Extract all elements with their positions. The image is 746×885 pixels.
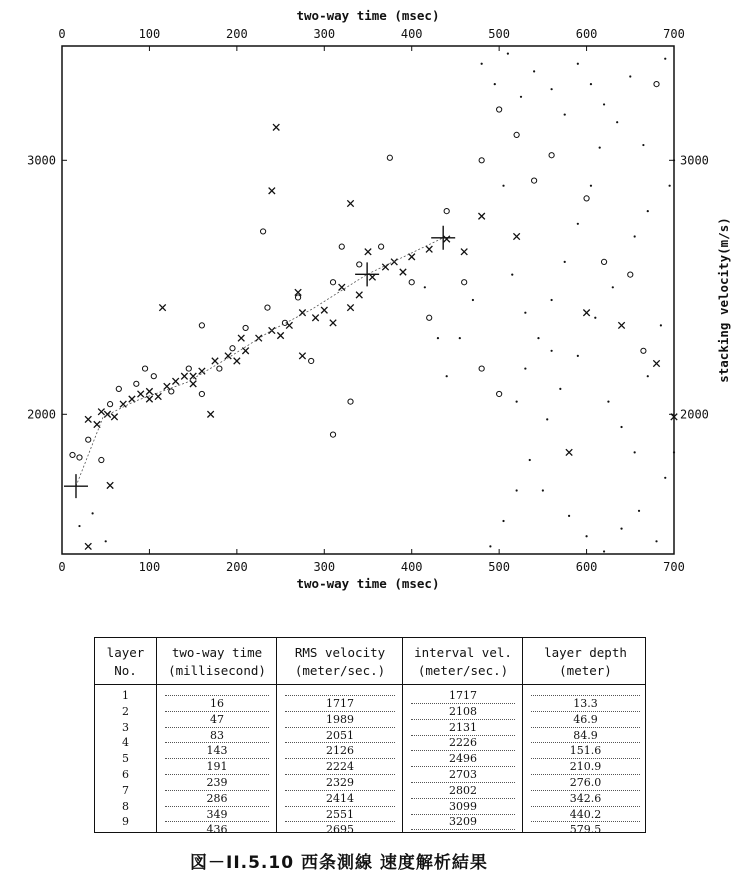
data-point-dot — [489, 545, 491, 547]
layer-pick-cross — [431, 226, 455, 250]
data-point-dot — [524, 312, 526, 314]
x-tick-label-bottom: 700 — [663, 560, 685, 574]
data-point-dot — [533, 70, 535, 72]
data-point-circle — [357, 262, 362, 267]
col-layer-no — [95, 638, 156, 832]
data-point-circle — [199, 391, 204, 396]
data-point-x — [400, 269, 406, 275]
data-point-x — [443, 236, 449, 242]
y-tick-label-right: 3000 — [680, 153, 709, 168]
data-point-x — [339, 284, 345, 290]
x-tick-label-top: 300 — [313, 27, 336, 41]
interval-vel-cell: 2703 — [449, 768, 477, 781]
data-point-dot — [634, 235, 636, 237]
layer-no-cell: 1 — [122, 689, 129, 702]
data-point-dot — [542, 489, 544, 491]
axis-ticks — [27, 27, 709, 574]
data-point-dot — [459, 337, 461, 339]
dotted-row-rule — [285, 790, 395, 791]
data-point-circle — [230, 346, 235, 351]
data-marks — [70, 53, 677, 553]
data-point-dot — [520, 96, 522, 98]
layer-no-cell: 2 — [122, 704, 129, 718]
data-point-dot — [607, 401, 609, 403]
data-point-dot — [551, 299, 553, 301]
data-point-circle — [186, 366, 191, 371]
data-point-circle — [479, 158, 484, 163]
data-point-x — [365, 249, 371, 255]
data-point-dot — [105, 540, 107, 542]
dotted-row-rule — [285, 821, 395, 822]
data-point-x — [583, 310, 589, 316]
x-tick-label-top: 100 — [138, 27, 161, 41]
x-tick-label-top: 600 — [575, 27, 598, 41]
dotted-row-rule — [531, 790, 640, 791]
data-point-circle — [387, 155, 392, 160]
data-point-dot — [502, 185, 504, 187]
layer-no-cell: 9 — [122, 815, 129, 829]
data-point-dot — [612, 286, 614, 288]
dotted-row-rule — [285, 774, 395, 775]
dotted-row-rule — [165, 774, 269, 775]
data-point-dot — [546, 418, 548, 420]
data-point-x — [299, 353, 305, 359]
dotted-row-rule — [531, 742, 640, 743]
data-point-x — [356, 292, 362, 298]
data-point-circle — [379, 244, 384, 249]
data-point-x — [653, 360, 659, 366]
data-point-dot — [511, 274, 513, 276]
x-tick-label-bottom: 100 — [138, 560, 161, 574]
data-point-dot — [629, 75, 631, 77]
data-point-x — [242, 348, 248, 354]
x-tick-label-bottom: 600 — [575, 560, 598, 574]
data-point-x — [426, 246, 432, 252]
y-tick-label-left: 2000 — [27, 407, 56, 422]
layer-depth-cell: 46.9 — [573, 712, 598, 726]
interval-vel-cell: 3099 — [449, 799, 477, 813]
hdr-time-2: (millisecond) — [168, 663, 266, 678]
rms-velocity-cell: 2051 — [326, 728, 354, 742]
hdr-layer-2: No. — [114, 663, 137, 678]
data-point-x — [111, 414, 117, 420]
data-point-x — [94, 421, 100, 427]
data-point-dot — [616, 121, 618, 123]
col-interval-vel — [402, 638, 523, 832]
two-way-time-cell: 47 — [210, 712, 224, 726]
figure-caption: 図－II.5.10 西条測線 速度解析結果 — [190, 853, 488, 873]
data-point-circle — [479, 366, 484, 371]
data-point-circle — [497, 107, 502, 112]
data-point-dot — [502, 520, 504, 522]
dotted-row-rule — [531, 774, 640, 775]
data-point-x — [273, 124, 279, 130]
data-point-circle — [339, 244, 344, 249]
data-point-dot — [516, 489, 518, 491]
data-point-dot — [577, 63, 579, 65]
data-point-circle — [295, 295, 300, 300]
data-point-circle — [116, 386, 121, 391]
data-point-circle — [409, 280, 414, 285]
data-point-x — [618, 322, 624, 328]
data-point-x — [391, 259, 397, 265]
data-point-circle — [330, 432, 335, 437]
layer-no-cell: 3 — [122, 720, 129, 734]
data-point-x — [137, 391, 143, 397]
dotted-row-rule — [285, 758, 395, 759]
layer-pick-cross — [355, 262, 379, 286]
x-axis-title-top: two-way time (msec) — [296, 8, 440, 23]
data-point-dot — [634, 451, 636, 453]
data-point-circle — [77, 455, 82, 460]
data-point-dot — [92, 512, 94, 514]
dotted-row-rule — [531, 821, 640, 822]
data-point-dot — [424, 286, 426, 288]
dotted-row-rule — [285, 695, 395, 696]
data-point-x — [269, 188, 275, 194]
hdr-depth-2: (meter) — [559, 663, 612, 678]
data-point-circle — [601, 259, 606, 264]
data-point-x — [199, 368, 205, 374]
data-point-x — [146, 388, 152, 394]
data-point-dot — [620, 426, 622, 428]
data-point-x — [234, 358, 240, 364]
x-tick-label-top: 700 — [663, 27, 685, 41]
data-point-circle — [70, 452, 75, 457]
data-point-circle — [169, 389, 174, 394]
data-point-dot — [603, 103, 605, 105]
data-point-dot — [660, 324, 662, 326]
dotted-row-rule — [165, 727, 269, 728]
dotted-row-rule — [531, 806, 640, 807]
layer-no-cell: 7 — [122, 783, 129, 797]
data-point-circle — [584, 196, 589, 201]
data-point-dot — [577, 223, 579, 225]
layer-no-cell: 5 — [122, 752, 129, 766]
x-tick-label-bottom: 0 — [58, 560, 66, 574]
data-point-circle — [628, 272, 633, 277]
data-point-dot — [585, 535, 587, 537]
layer-table — [94, 637, 646, 837]
layer-depth-cell: 13.3 — [573, 697, 598, 710]
rms-velocity-cell: 1989 — [326, 712, 354, 726]
data-point-x — [164, 383, 170, 389]
data-point-x — [207, 411, 213, 417]
two-way-time-cell: 239 — [206, 776, 228, 789]
data-point-circle — [549, 153, 554, 158]
data-point-dot — [472, 299, 474, 301]
dotted-row-rule — [531, 727, 640, 728]
hdr-int-1: interval vel. — [414, 645, 512, 660]
two-way-time-cell: 191 — [206, 760, 228, 774]
x-tick-label-bottom: 300 — [313, 560, 336, 574]
data-point-circle — [462, 280, 467, 285]
data-point-x — [461, 249, 467, 255]
data-point-x — [85, 416, 91, 422]
interval-vel-cell: 2802 — [449, 783, 477, 797]
hdr-rms-1: RMS velocity — [294, 645, 386, 660]
data-point-circle — [641, 348, 646, 353]
data-point-x — [146, 396, 152, 402]
data-point-dot — [620, 528, 622, 530]
x-tick-label-bottom: 500 — [488, 560, 510, 574]
data-point-x — [321, 307, 327, 313]
data-point-dot — [655, 540, 657, 542]
data-point-dot — [559, 388, 561, 390]
data-point-circle — [444, 209, 449, 214]
data-point-dot — [664, 58, 666, 60]
data-point-dot — [446, 375, 448, 377]
x-tick-label-bottom: 200 — [226, 560, 248, 574]
layer-depth-cell: 151.6 — [569, 744, 602, 758]
layer-no-cell: 8 — [122, 799, 129, 813]
dotted-row-rule — [411, 829, 515, 830]
data-point-dot — [516, 401, 518, 403]
layer-depth-cell: 84.9 — [573, 728, 598, 742]
data-point-dot — [642, 144, 644, 146]
rms-velocity-cell: 2414 — [326, 791, 354, 805]
layer-pick-cross — [64, 474, 88, 498]
data-point-x — [409, 254, 415, 260]
layer-depth-cell: 440.2 — [569, 807, 602, 821]
interval-vel-cell: 2496 — [449, 752, 477, 766]
y-axis-title: stacking velocity(m/s) — [716, 217, 731, 383]
data-point-dot — [551, 88, 553, 90]
layer-no-cell: 4 — [122, 736, 129, 750]
data-point-dot — [481, 63, 483, 65]
y-tick-label-right: 2000 — [680, 407, 709, 422]
interval-vel-cell: 2226 — [449, 736, 477, 750]
data-point-x — [347, 200, 353, 206]
data-point-circle — [260, 229, 265, 234]
two-way-time-cell: 286 — [206, 791, 228, 805]
data-point-dot — [638, 510, 640, 512]
data-point-x — [85, 543, 91, 549]
dotted-row-rule — [165, 758, 269, 759]
data-point-dot — [537, 337, 539, 339]
hdr-layer-1: layer — [106, 645, 145, 660]
hdr-rms-2: (meter/sec.) — [294, 663, 386, 678]
hdr-int-2: (meter/sec.) — [417, 663, 509, 678]
interval-vel-cell: 2131 — [449, 720, 477, 734]
data-point-x — [238, 335, 244, 341]
data-point-circle — [199, 323, 204, 328]
dotted-row-rule — [165, 742, 269, 743]
dotted-row-rule — [165, 821, 269, 822]
data-point-dot — [590, 83, 592, 85]
layer-pick-crosses — [64, 226, 455, 498]
data-point-circle — [243, 325, 248, 330]
interval-vel-cell: 1717 — [449, 689, 477, 702]
data-point-dot — [529, 459, 531, 461]
data-point-dot — [494, 83, 496, 85]
data-point-circle — [309, 358, 314, 363]
rms-velocity-cell: 2224 — [326, 760, 354, 774]
data-point-dot — [647, 375, 649, 377]
x-tick-label-bottom: 400 — [400, 560, 423, 574]
data-point-circle — [497, 391, 502, 396]
dotted-row-rule — [531, 695, 640, 696]
data-point-x — [312, 315, 318, 321]
data-point-x — [347, 304, 353, 310]
rms-velocity-cell: 2551 — [326, 807, 354, 821]
dotted-row-rule — [165, 806, 269, 807]
data-point-x — [566, 449, 572, 455]
dotted-row-rule — [285, 742, 395, 743]
data-point-dot — [551, 350, 553, 352]
data-point-circle — [107, 402, 112, 407]
data-point-dot — [507, 53, 509, 55]
dotted-row-rule — [165, 790, 269, 791]
layer-depth-cell: 276.0 — [569, 776, 602, 789]
plot-frame — [62, 46, 674, 554]
data-point-dot — [577, 355, 579, 357]
data-point-circle — [348, 399, 353, 404]
data-point-dot — [647, 210, 649, 212]
rms-velocity-cell: 2329 — [326, 776, 354, 789]
velocity-trend-line — [76, 238, 443, 486]
dotted-row-rule — [285, 806, 395, 807]
data-point-x — [513, 233, 519, 239]
data-point-dot — [599, 147, 601, 149]
data-point-circle — [514, 132, 519, 137]
data-point-x — [159, 304, 165, 310]
data-point-circle — [151, 374, 156, 379]
hdr-depth-1: layer depth — [544, 645, 627, 660]
rms-velocity-cell: 2695 — [326, 823, 354, 837]
two-way-time-cell: 83 — [210, 728, 224, 742]
data-point-dot — [669, 185, 671, 187]
data-point-x — [277, 332, 283, 338]
x-tick-label-top: 400 — [400, 27, 423, 41]
data-point-circle — [427, 315, 432, 320]
hdr-time-1: two-way time — [171, 645, 263, 660]
y-tick-label-left: 3000 — [27, 153, 56, 168]
rms-velocity-cell: 2126 — [326, 744, 354, 758]
data-point-x — [155, 393, 161, 399]
layer-depth-cell: 579.5 — [569, 823, 602, 837]
interval-vel-cell: 3209 — [449, 815, 477, 829]
col-two-way-time — [156, 638, 277, 837]
layer-depth-cell: 342.6 — [569, 791, 602, 805]
data-point-dot — [524, 367, 526, 369]
dotted-row-rule — [165, 695, 269, 696]
x-tick-label-top: 500 — [488, 27, 510, 41]
data-point-dot — [673, 159, 675, 161]
data-point-dot — [78, 525, 80, 527]
rms-velocity-cell: 1717 — [326, 697, 354, 710]
col-rms-velocity — [276, 638, 403, 837]
data-point-dot — [590, 185, 592, 187]
col-layer-depth — [522, 638, 648, 837]
data-point-x — [190, 381, 196, 387]
data-point-dot — [564, 261, 566, 263]
data-point-dot — [568, 515, 570, 517]
layer-no-cell: 6 — [122, 768, 129, 781]
data-point-circle — [86, 437, 91, 442]
layer-depth-cell: 210.9 — [569, 760, 602, 774]
data-point-x — [107, 482, 113, 488]
two-way-time-cell: 143 — [206, 744, 228, 758]
dotted-row-rule — [285, 727, 395, 728]
header-divider — [95, 684, 645, 685]
x-axis-title-bottom: two-way time (msec) — [296, 576, 440, 591]
data-point-x — [104, 411, 110, 417]
data-point-dot — [564, 113, 566, 115]
data-point-x — [478, 213, 484, 219]
two-way-time-cell: 349 — [206, 807, 228, 821]
dotted-row-rule — [285, 711, 395, 712]
dotted-row-rule — [531, 711, 640, 712]
dotted-row-rule — [165, 711, 269, 712]
data-point-circle — [142, 366, 147, 371]
data-point-x — [330, 320, 336, 326]
data-point-x — [212, 358, 218, 364]
data-point-dot — [603, 550, 605, 552]
data-point-dot — [673, 451, 675, 453]
dotted-row-rule — [531, 758, 640, 759]
two-way-time-cell: 16 — [210, 697, 224, 710]
data-point-x — [98, 409, 104, 415]
data-point-dot — [437, 337, 439, 339]
x-tick-label-top: 200 — [226, 27, 248, 41]
data-point-dot — [594, 317, 596, 319]
data-point-circle — [654, 82, 659, 87]
data-point-circle — [99, 457, 104, 462]
data-point-circle — [134, 381, 139, 386]
data-point-x — [172, 378, 178, 384]
data-point-circle — [265, 305, 270, 310]
data-point-x — [181, 373, 187, 379]
data-point-circle — [330, 280, 335, 285]
two-way-time-cell: 436 — [206, 823, 228, 837]
data-point-circle — [532, 178, 537, 183]
data-point-circle — [217, 366, 222, 371]
data-point-dot — [664, 477, 666, 479]
x-tick-label-top: 0 — [58, 27, 66, 41]
interval-vel-cell: 2108 — [449, 704, 477, 718]
data-point-x — [120, 401, 126, 407]
